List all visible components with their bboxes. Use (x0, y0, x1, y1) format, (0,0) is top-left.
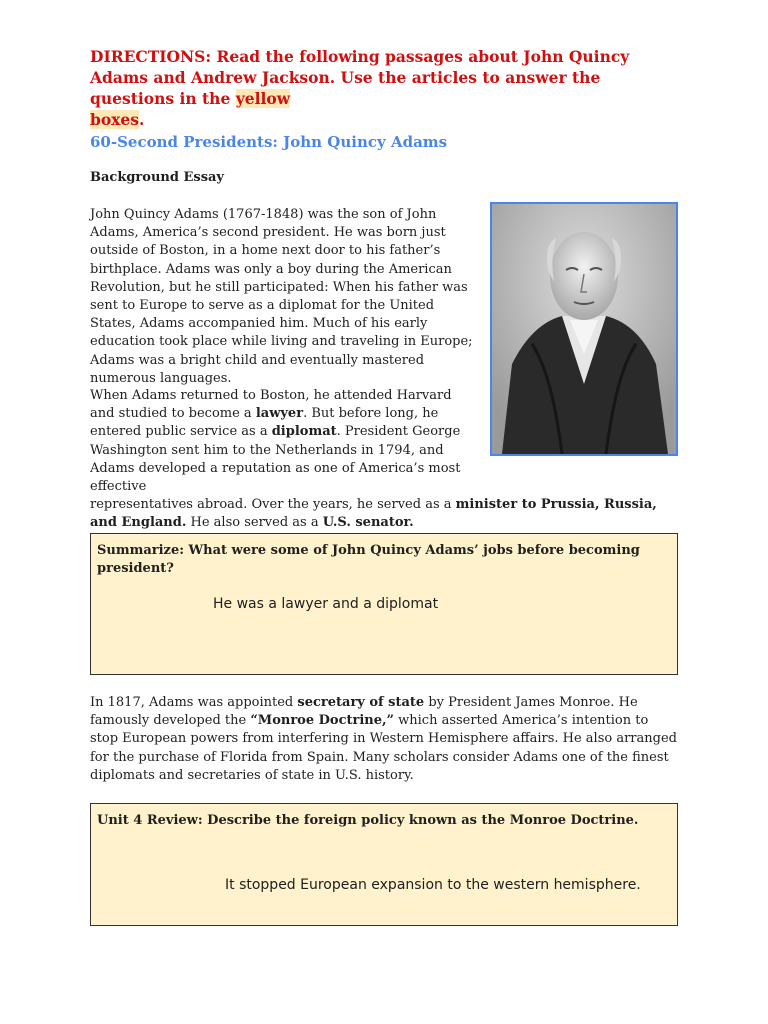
question-1: Summarize: What were some of John Quincy Adams’ jobs before becoming president? (97, 543, 640, 576)
p3-text-1: In 1817, Adams was appointed (90, 695, 298, 710)
question-2: Unit 4 Review: Describe the foreign policy known as the Monroe Doctrine. (97, 813, 639, 828)
p2-bold-senator: U.S. senator. (322, 515, 414, 531)
p2-text-2: . But before long, he entered public service as a (90, 406, 439, 440)
paragraph-2-wrapped-text (90, 387, 475, 496)
directions (90, 46, 680, 130)
section-heading: 60-Second Presidents: John Quincy Adams (90, 133, 448, 151)
p3-text-2: by President James Monroe. He famously developed the (90, 695, 638, 729)
p2-bold-minister: minister to Prussia, Russia, and England. (90, 497, 657, 531)
p2-text-1: When Adams returned to Boston, he attended Harvard and studied to become a (90, 388, 452, 422)
p3-bold-secretary: secretary of state (297, 695, 425, 710)
p2-bold-lawyer: lawyer (255, 406, 304, 422)
answer-box-1 (90, 533, 678, 675)
p2-text-5: He also served as a (186, 515, 323, 531)
background-essay-heading: Background Essay (90, 170, 224, 185)
answer-2-field[interactable]: It stopped European expansion to the western hemisphere. (225, 877, 641, 893)
p2-text-3: . President George Washington sent him to the Netherlands in 1794, and Adams developed a reputation as one of America’s most effective (90, 424, 461, 495)
p2-bold-diplomat: diplomat (271, 424, 337, 440)
p2-text-4: representatives abroad. Over the years, he served as a (90, 497, 456, 513)
directions-period: . (139, 110, 145, 129)
answer-1-field[interactable]: He was a lawyer and a diplomat (213, 596, 439, 612)
directions-highlight-yellow: yellow (235, 89, 291, 108)
paragraph-2-full-width-text (90, 496, 680, 532)
p3-text-3: which asserted America’s intention to stop European powers from interfering in Western Hemisphere affairs. He also arranged for the purchase of Florida from Spain. Many scholars consider Adams one of the finest diplomats and secretaries of state in U.S. history. (90, 713, 677, 783)
essay-paragraph-3 (90, 694, 680, 785)
answer-box-2 (90, 803, 678, 926)
p3-bold-monroe-doctrine: “Monroe Doctrine,” (250, 713, 395, 729)
essay-paragraph-1: John Quincy Adams (1767-1848) was the son of John Adams, America’s second president. He was born just outside of Boston, in a home next door to his father’s birthplace. Adams was only a boy during the American Revolution, but he still participated: When his father was sent to Europe to serve as a diplomat for the United States, Adams accompanied him. Much of his early education took place while living and traveling in Europe; Adams was a bright child and eventually mastered numerous languages. (90, 207, 473, 386)
directions-highlight-boxes: boxes (90, 110, 140, 129)
directions-text: DIRECTIONS: Read the following passages about John Quincy Adams and Andrew Jackson. Use the articles to answer the questions in the (90, 47, 630, 108)
essay-paragraph-2 (90, 387, 680, 533)
